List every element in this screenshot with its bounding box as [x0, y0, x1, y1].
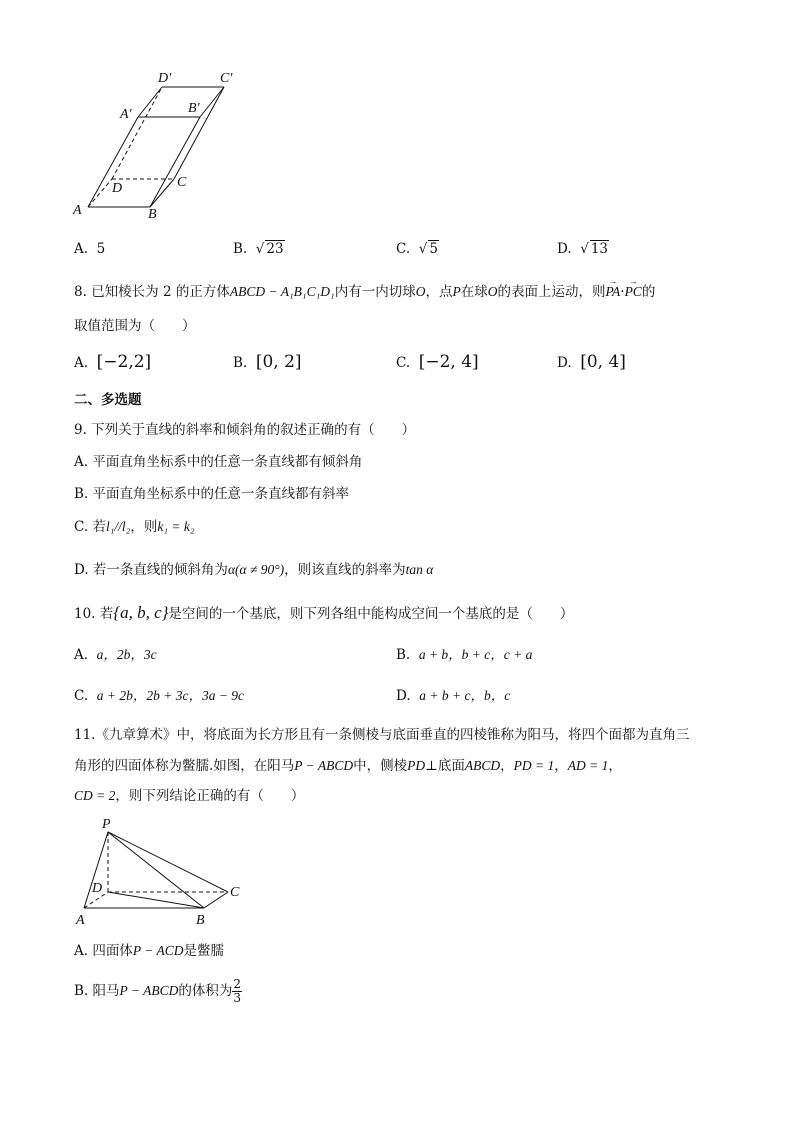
q8-stem: 8. 已知棱长为 2 的正方体ABCD − A₁B₁C₁D₁内有一内切球O，点P在球O的表面上运动，则→ PA·→ PC的 — [74, 282, 655, 302]
q10-option-b[interactable]: B. a + b，b + c，c + a — [396, 647, 533, 663]
q11-stem-line2: 角形的四面体称为鳖臑.如图，在阳马P − ABCD中，侧棱PD⊥底面ABCD，PD = 1，AD = 1， — [74, 758, 622, 774]
label-a-prime: A' — [120, 107, 132, 122]
q9-option-a[interactable]: A. 平面直角坐标系中的任意一条直线都有倾斜角 — [74, 454, 363, 470]
q10-option-a[interactable]: A. a，2b，3c — [74, 647, 157, 663]
q10-stem: 10. 若{a, b, c}是空间的一个基底，则下列各组中能构成空间一个基底的是（ ） — [74, 603, 574, 622]
q11-stem-line1: 11.《九章算术》中，将底面为长方形且有一条侧棱与底面垂直的四棱锥称为阳马，将四个面都为直角三 — [74, 727, 690, 743]
q10-option-c[interactable]: C. a + 2b，2b + 3c，3a − 9c — [74, 688, 245, 704]
label-c: C — [230, 885, 240, 900]
label-d: D — [92, 881, 103, 896]
q8-option-d[interactable]: D. [0, 4] — [557, 352, 626, 372]
q10-option-d[interactable]: D. a + b + c，b，c — [396, 688, 511, 704]
label-b: B — [148, 207, 157, 222]
label-a: A — [76, 913, 85, 928]
label-d-prime: D' — [158, 71, 172, 86]
label-p: P — [102, 817, 111, 832]
q7-option-a[interactable]: A. 5 — [74, 241, 106, 257]
q8-stem-line2: 取值范围为（ ） — [74, 318, 196, 334]
q9-option-c[interactable]: C. 若l₁//l₂，则k₁ = k₂ — [74, 519, 195, 535]
label-a: A — [73, 203, 82, 218]
section-title: 二、多选题 — [74, 392, 142, 408]
parallelepiped-figure — [70, 62, 250, 222]
q8-option-b[interactable]: B. [0, 2] — [233, 352, 302, 372]
q7-option-c[interactable]: C. √ 5 — [396, 241, 438, 257]
q11-option-b[interactable]: B. 阳马P − ABCD的体积为 $\frac{2}{3}$ — [74, 977, 242, 1005]
label-d: D — [112, 181, 123, 196]
label-c: C — [177, 175, 187, 190]
q9-option-d[interactable]: D. 若一条直线的倾斜角为α(α ≠ 90°)，则该直线的斜率为tan α — [74, 562, 434, 578]
q7-option-b[interactable]: B. √ 23 — [233, 241, 284, 257]
label-c-prime: C' — [220, 71, 233, 86]
q8-option-a[interactable]: A. [−2,2] — [74, 352, 152, 372]
q9-stem: 9. 下列关于直线的斜率和倾斜角的叙述正确的有（ ） — [74, 422, 416, 438]
label-b: B — [196, 913, 205, 928]
fraction: $\frac{2}{3}$ — [233, 977, 242, 1005]
q9-option-b[interactable]: B. 平面直角坐标系中的任意一条直线都有斜率 — [74, 486, 350, 502]
label-b-prime: B' — [188, 101, 200, 116]
q11-stem-line3: CD = 2，则下列结论正确的有（ ） — [74, 788, 305, 804]
pyramid-figure — [72, 812, 252, 930]
q7-option-d[interactable]: D. √ 13 — [557, 241, 609, 257]
q11-option-a[interactable]: A. 四面体P − ACD是鳖臑 — [74, 943, 224, 959]
q8-option-c[interactable]: C. [−2, 4] — [396, 352, 479, 372]
